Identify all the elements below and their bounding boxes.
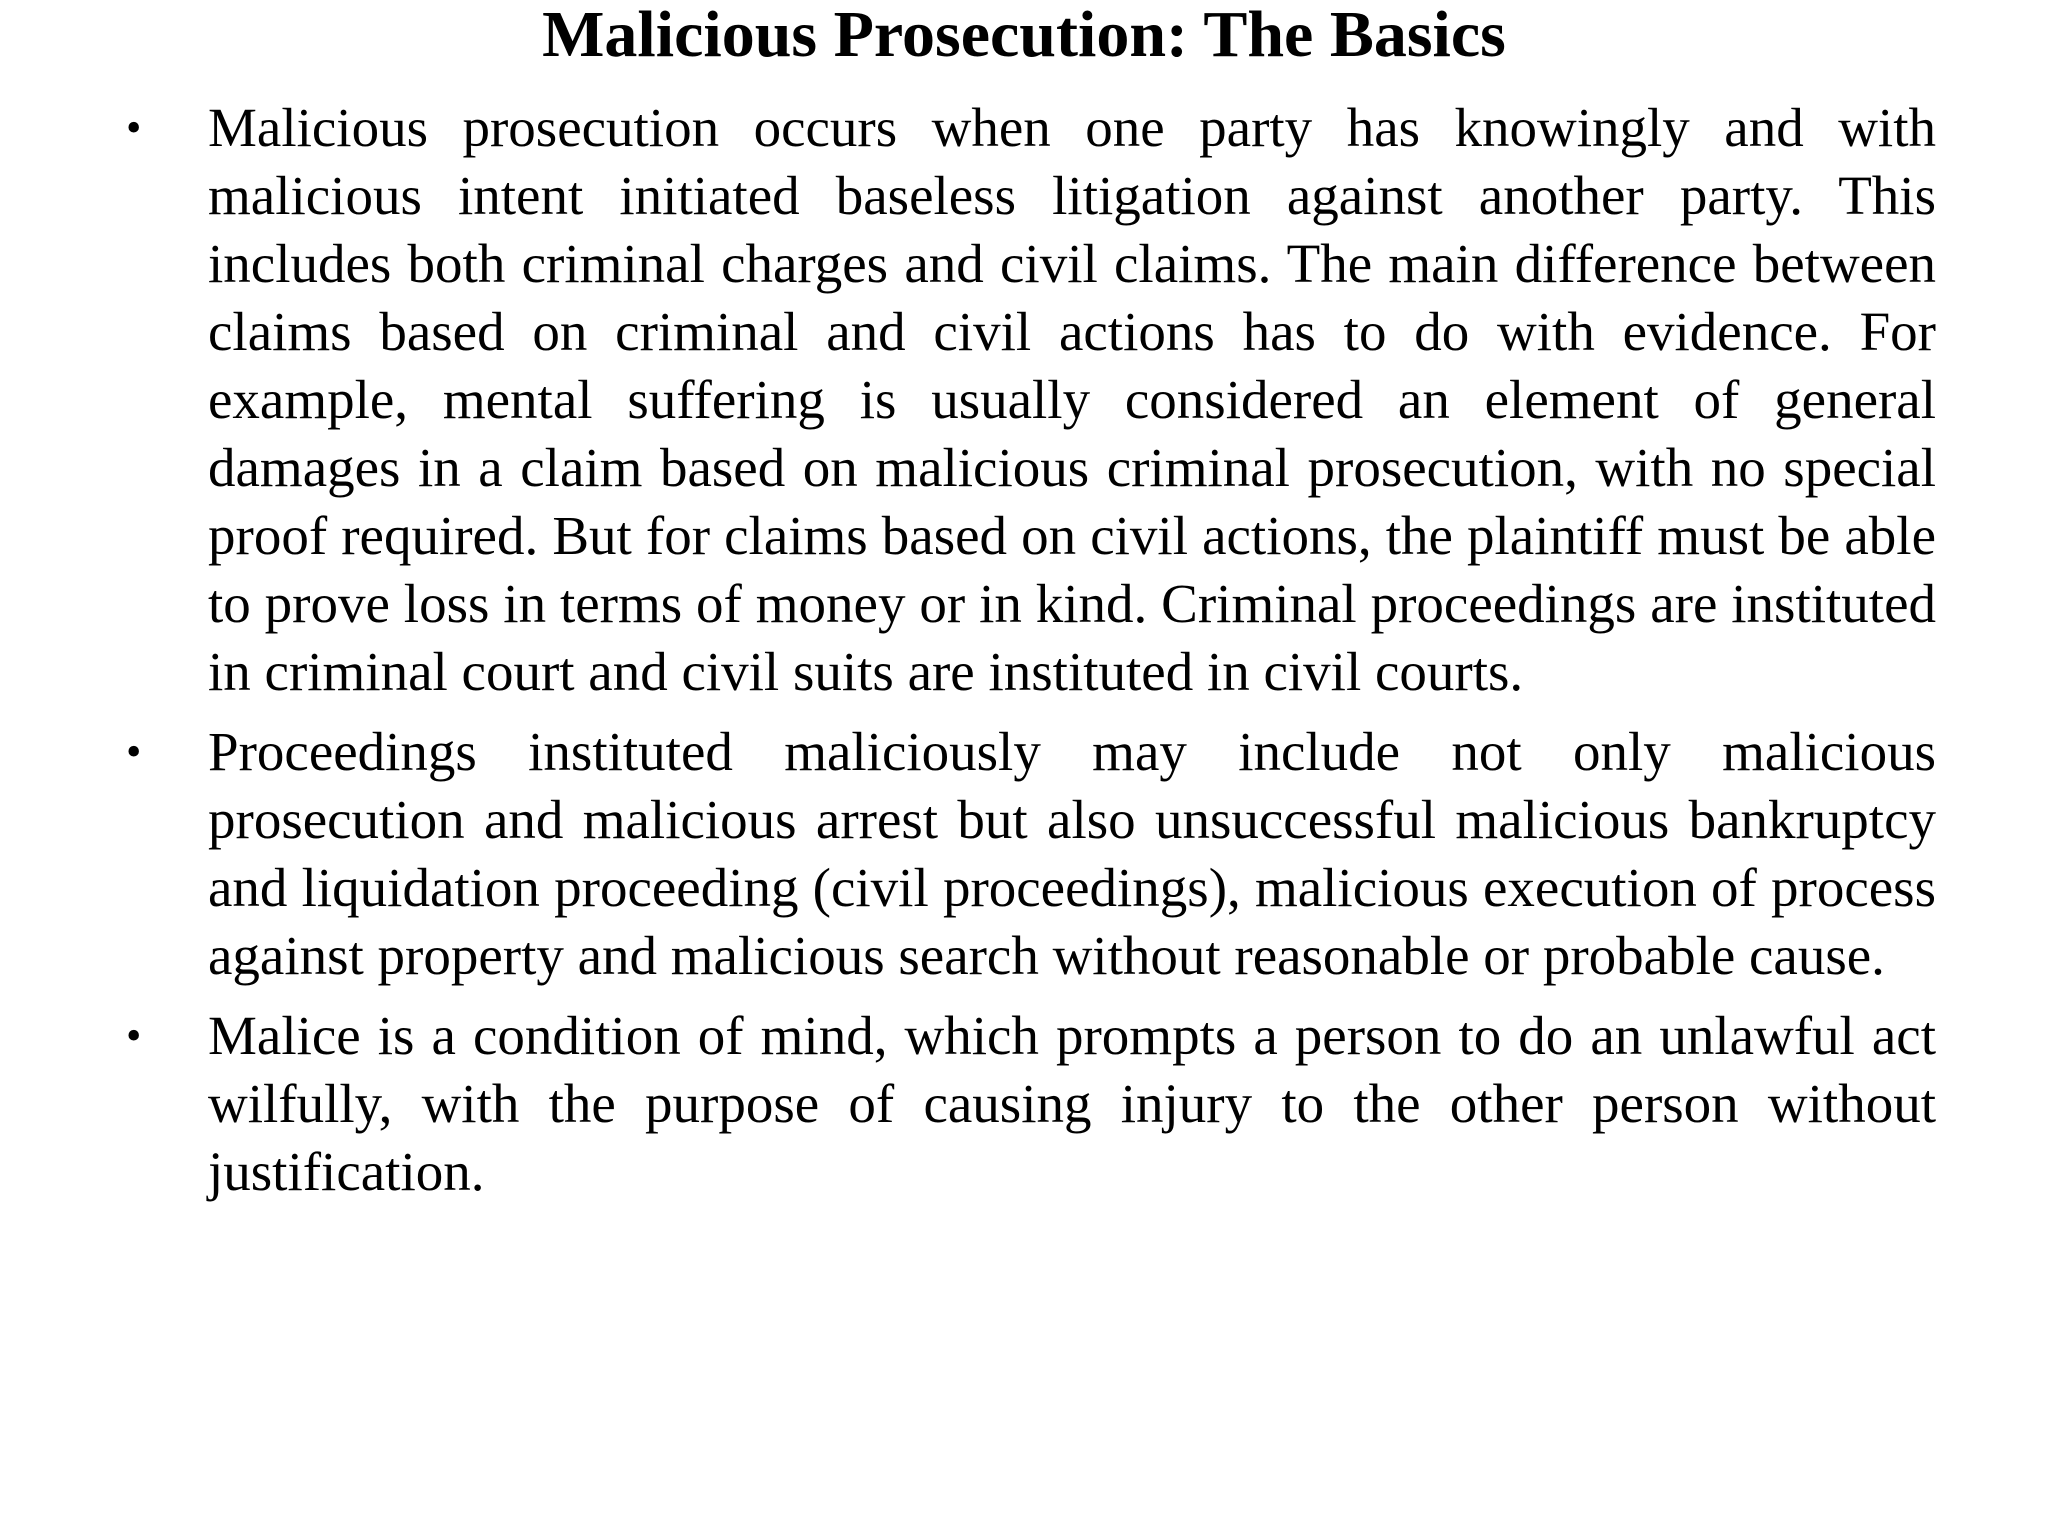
bullet-text-2: Proceedings instituted maliciously may include not only malicious prosecution and malicious arrest but also unsuccessful malicious bankruptcy and liquidation proceeding (civil proceedings), malicious execution of process against property and malicious search without reasonable or probable cause. [208,721,1936,986]
bullet-item-1 [120,94,1936,706]
bullet-item-2 [120,718,1936,990]
bullet-dot-icon: • [126,1011,142,1060]
bullet-item-3 [120,1002,1936,1206]
slide-title: Malicious Prosecution: The Basics [542,0,1506,71]
bullet-dot-icon: • [126,727,142,776]
bullet-dot-icon: • [126,103,142,152]
bullet-list [120,94,1936,1218]
bullet-text-1: Malicious prosecution occurs when one party has knowingly and with malicious intent initiated baseless litigation against another party. This includes both criminal charges and civil claims. The main difference between claims based on criminal and civil actions has to do with evidence. For example, mental suffering is usually considered an element of general damages in a claim based on malicious criminal prosecution, with no special proof required. But for claims based on civil actions, the plaintiff must be able to prove loss in terms of money or in kind. Criminal proceedings are instituted in criminal court and civil suits are instituted in civil courts. [208,97,1936,702]
bullet-text-3: Malice is a condition of mind, which prompts a person to do an unlawful act wilfully, with the purpose of causing injury to the other person without justification. [208,1005,1936,1202]
